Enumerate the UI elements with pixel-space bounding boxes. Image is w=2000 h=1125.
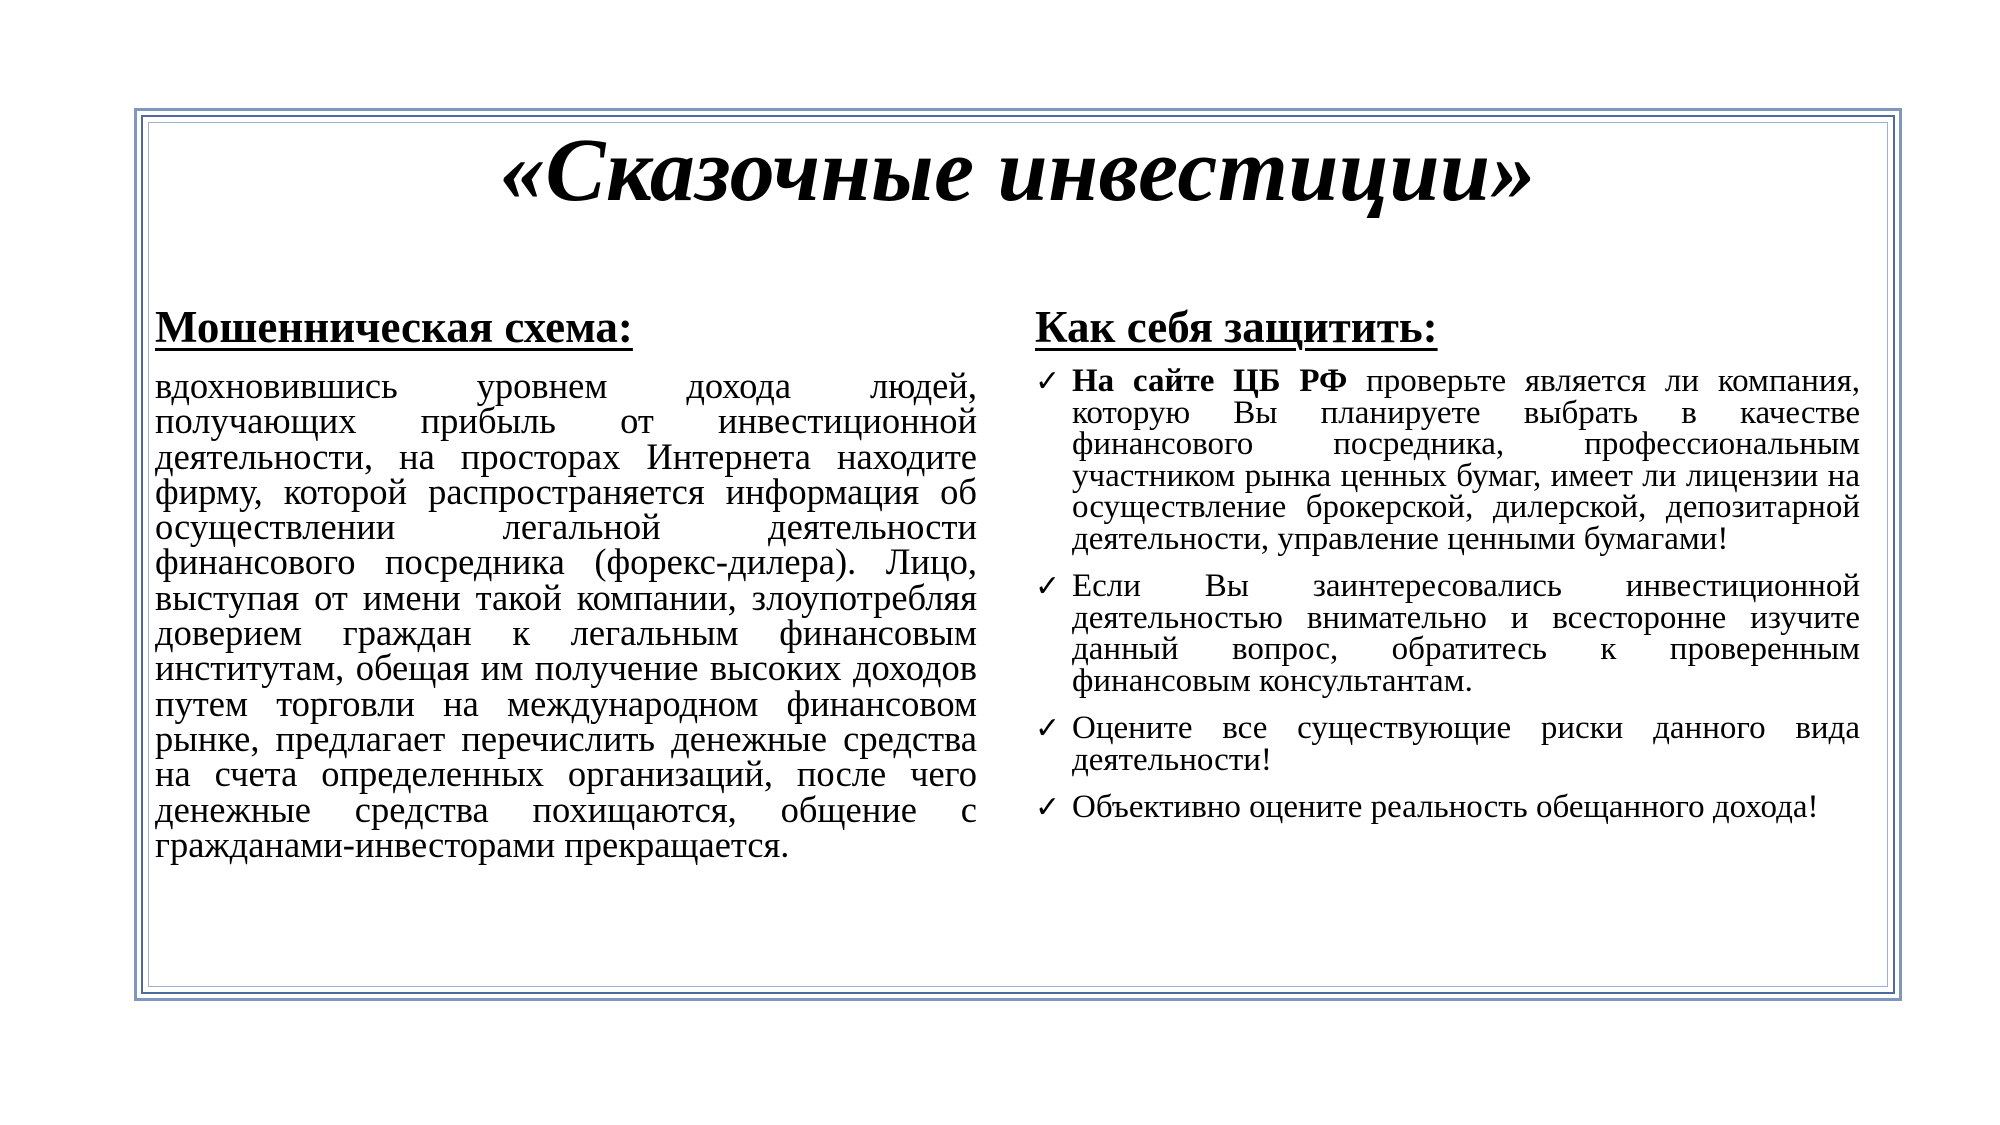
protection-tips-list	[1035, 363, 1860, 825]
protection-tip-1	[1035, 363, 1860, 557]
checkmark-icon: ✓	[1035, 790, 1061, 825]
document-title: «Сказочные инвестиции»	[499, 121, 1537, 220]
tip-bold-text: На сайте ЦБ РФ	[1072, 363, 1348, 399]
tip-text: Оцените все существующие риски данного вида деятельности!	[1072, 710, 1860, 778]
fraud-scheme-heading: Мошенническая схема:	[155, 302, 633, 352]
tip-text: Объективно оцените реальность обещанного дохода!	[1072, 789, 1819, 825]
protection-heading: Как себя защитить:	[1035, 302, 1438, 352]
fraud-scheme-section	[155, 300, 977, 865]
checkmark-icon: ✓	[1035, 711, 1061, 746]
checkmark-icon: ✓	[1035, 364, 1061, 399]
protection-tip-3	[1035, 710, 1860, 778]
protection-section	[1035, 300, 1860, 824]
protection-tip-2	[1035, 568, 1860, 699]
tip-text: Если Вы заинтересовались инвестиционной деятельностью внимательно и всесторонне изучите данный вопрос, обратитесь к проверенным финансовым консультантам.	[1072, 568, 1860, 699]
tip-text: проверьте является ли компания, которую Вы планируете выбрать в качестве финансового посредника, профессиональным участником рынка ценных бумаг, имеет ли лицензии на осуществление брокерской, дилерской, депозитарной деятельности, управление ценными бумагами!	[1072, 363, 1860, 557]
protection-tip-4	[1035, 789, 1860, 825]
checkmark-icon: ✓	[1035, 569, 1061, 604]
fraud-scheme-text: вдохновившись уровнем дохода людей, получающих прибыль от инвестиционной деятельности, на просторах Интернета находите фирму, которой распространяется информация об осуществлении легальной деятельности финансового посредника (форекс-дилера). Лицо, выступая от имени такой компании, злоупотребляя доверием граждан к легальным финансовым институтам, обещая им получение высоких доходов путем торговли на международном финансовом рынке, предлагает перечислить денежные средства на счета определенных организаций, после чего денежные средства похищаются, общение с гражданами-инвесторами прекращается.	[155, 365, 977, 865]
